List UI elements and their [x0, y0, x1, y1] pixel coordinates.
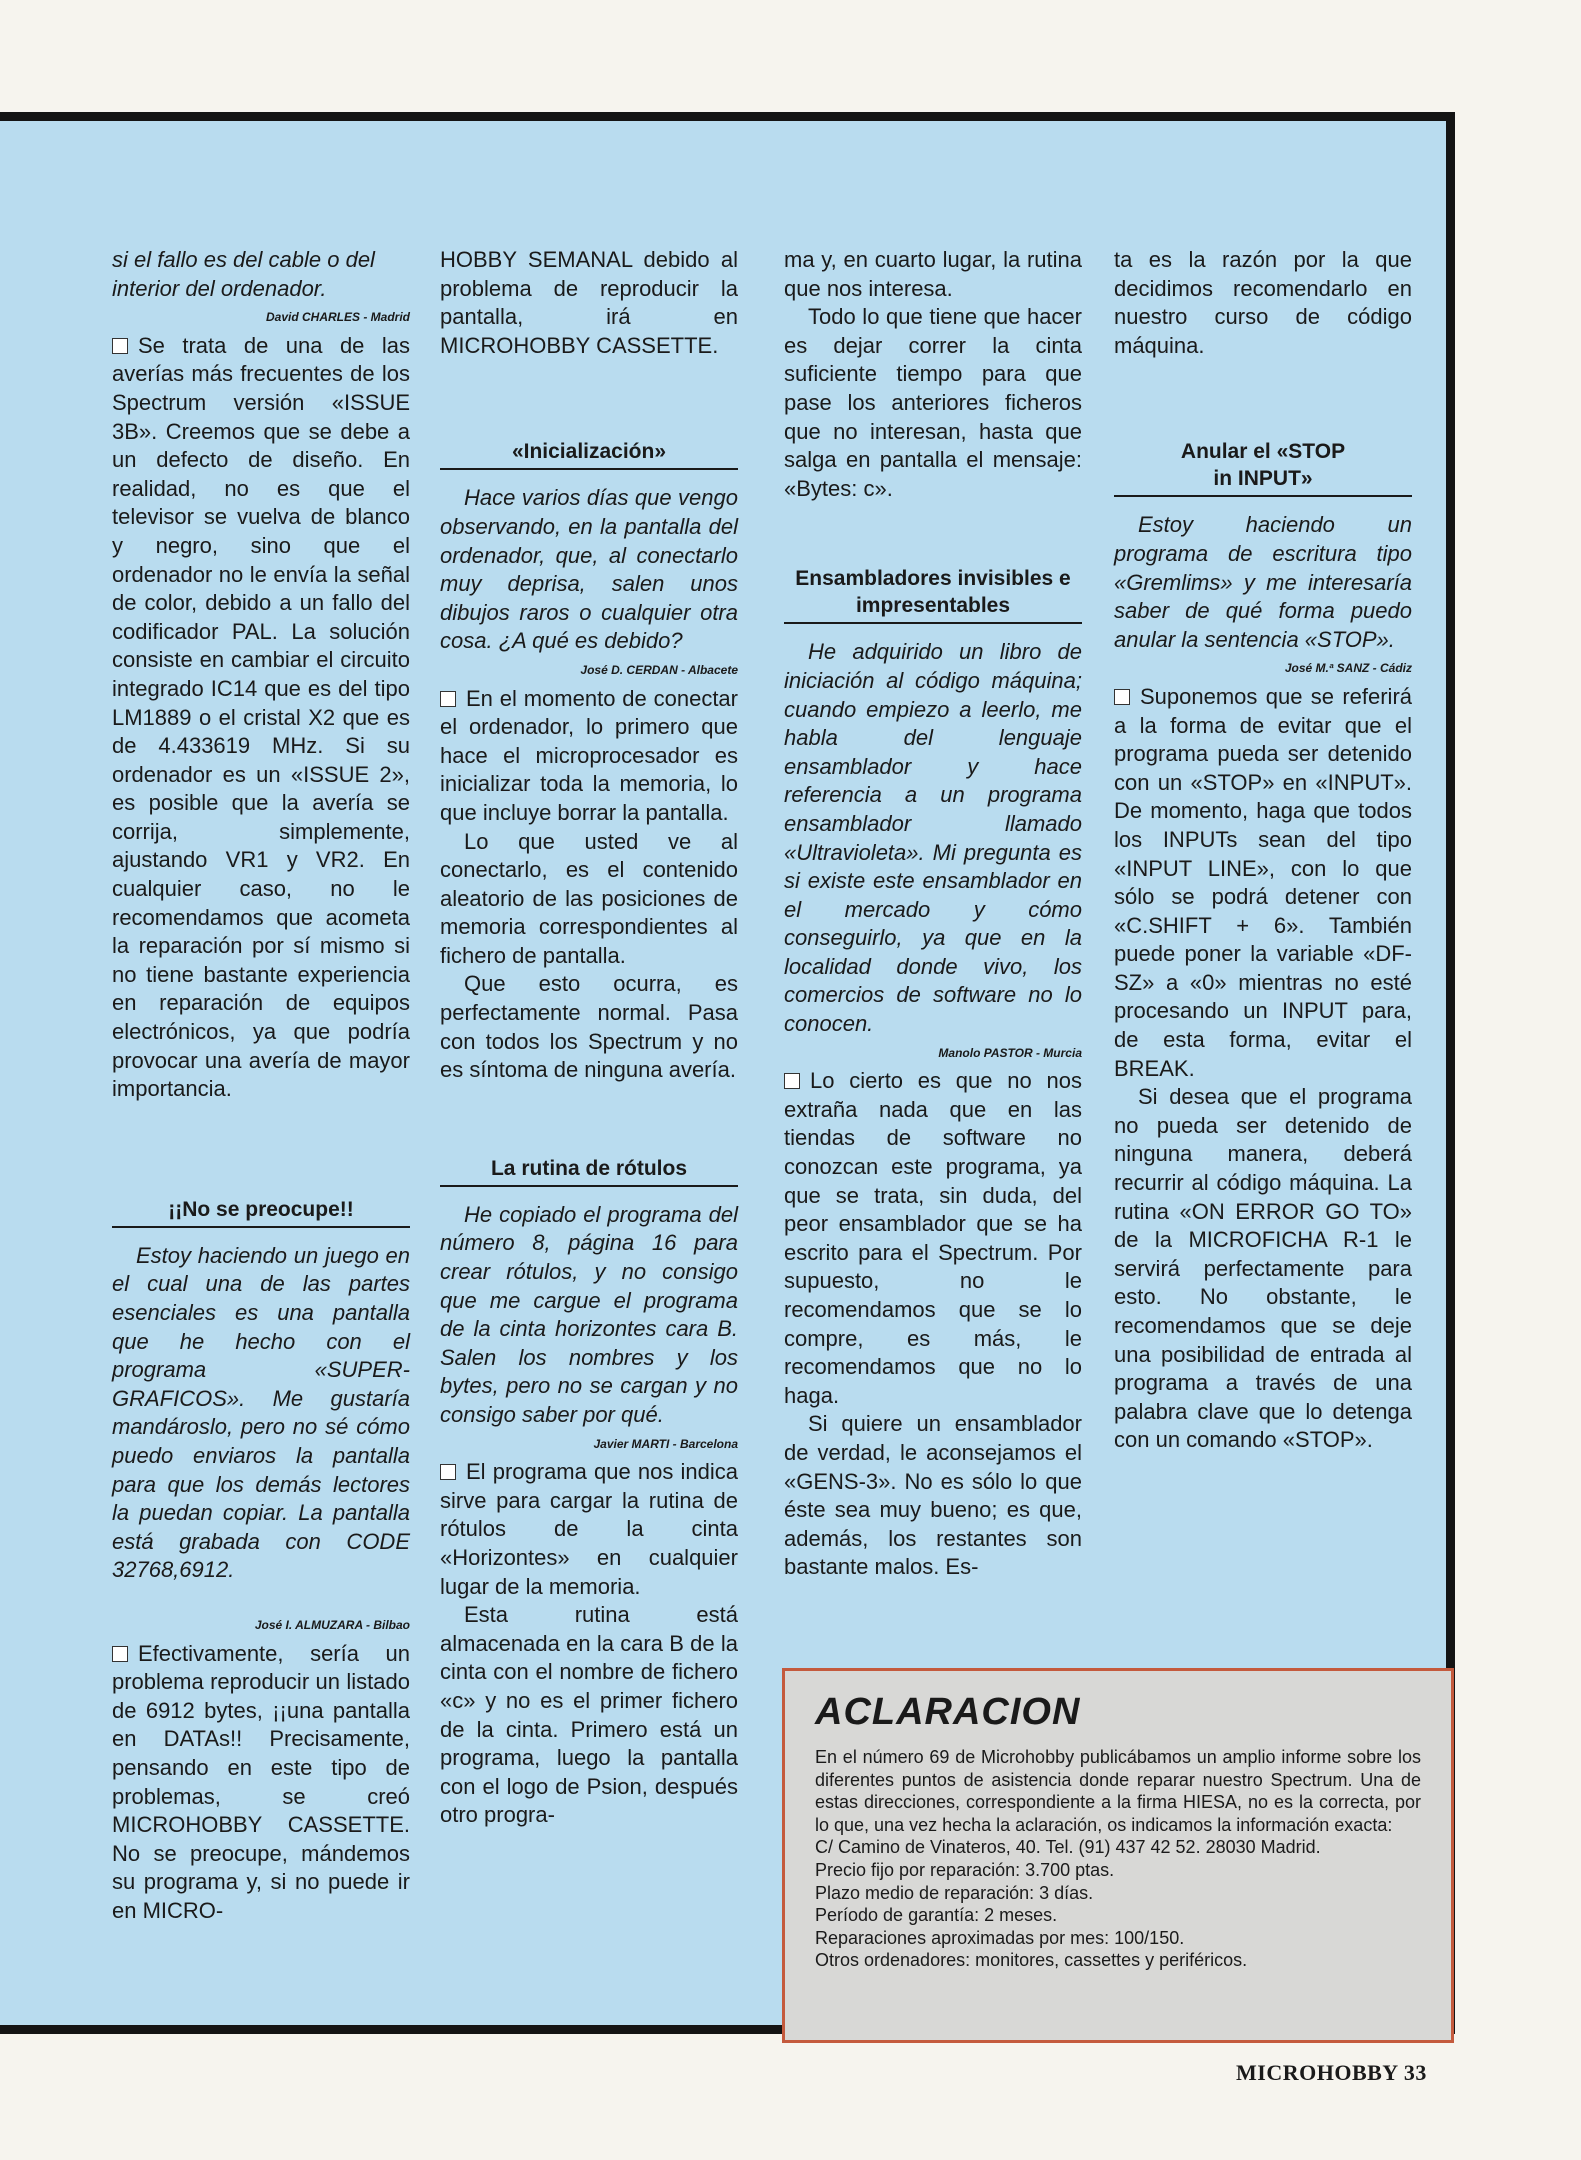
- checkbox-icon: [784, 1073, 800, 1089]
- column-2: [440, 246, 738, 1830]
- column-4: [1114, 246, 1412, 1455]
- question-text: Hace varios días que vengo observando, en la pantalla del ordenador, que, al conectarlo muy deprisa, salen unos dibujos raros o cualquier otra cosa. ¿A qué es debido?: [440, 485, 738, 654]
- answer-text: En el momento de conectar el ordenador, lo primero que hace el microprocesador es inicializar toda la memoria, lo que incluye borrar la pantalla.: [440, 685, 738, 825]
- signature: José D. CERDAN - Albacete: [580, 662, 738, 677]
- answer-text: Efectivamente, sería un problema reproducir un listado de 6912 bytes, ¡¡una pantalla en DATAs!! Precisamente, pensando en este tipo de problemas, se creó MICROHOBBY CASSETTE. No se preocupe, mándemos su programa y, si no puede ir en MICRO-: [112, 1640, 410, 1923]
- question-text: si el fallo es del cable o del interior del ordenador.: [112, 247, 375, 301]
- checkbox-icon: [1114, 689, 1130, 705]
- answer-text: Lo cierto es que no nos extraña nada que en las tiendas de software no conozcan este programa, ya que se trata, sin duda, del peor ensamblador que se ha escrito para el Spectrum. Por supuesto, no le recomendamos que se lo compre, es más, le recomendamos que no lo haga.: [784, 1068, 1082, 1408]
- answer-text: Suponemos que se referirá a la forma de evitar que el programa pueda ser detenido con un «STOP» en «INPUT». De momento, haga que todos los INPUTs sean del tipo «INPUT LINE», con lo que sólo se podrá detener con «C.SHIFT + 6». También puede poner la variable «DF-SZ» a «0» mientras no esté procesando un INPUT para, de esta forma, evitar el BREAK.: [1114, 683, 1412, 1081]
- magazine-name: MICROHOBBY: [1236, 2060, 1398, 2085]
- section-heading: ¡¡No se preocupe!!: [112, 1196, 410, 1228]
- signature: Javier MARTI - Barcelona: [593, 1436, 738, 1451]
- checkbox-icon: [112, 338, 128, 354]
- column-1: [112, 246, 410, 1925]
- aclaracion-price: Precio fijo por reparación: 3.700 ptas.: [815, 1859, 1115, 1880]
- aclaracion-repairs-per-month: Reparaciones aproximadas por mes: 100/150.: [815, 1927, 1185, 1948]
- checkbox-icon: [440, 691, 456, 707]
- aclaracion-title: ACLARACION: [815, 1691, 1081, 1733]
- page-number: 33: [1403, 2060, 1427, 2085]
- page-footer: [1236, 2060, 1427, 2086]
- answer-text: Se trata de una de las averías más frecuentes de los Spectrum versión «ISSUE 3B». Creemos que se debe a un defecto de diseño. En realidad, no es que el televisor se vuelva de blanco y negro, sino que el ordenador no le envía la señal de color, debido a un fallo del codificador PAL. La solución consiste en cambiar el circuito integrado IC14 que es del tipo LM1889 o el cristal X2 que es de 4.433619 MHz. Si su ordenador es un «ISSUE 2», es posible que la avería se corrija, simplemente, ajustando VR1 y VR2. En cualquier caso, no le recomendamos que acometa la reparación por sí mismo si no tiene bastante experiencia en reparación de equipos electrónicos, ya que podría provocar una avería de mayor importancia.: [112, 332, 410, 1102]
- checkbox-icon: [440, 1464, 456, 1480]
- answer-text: Que esto ocurra, es perfectamente normal. Pasa con todos los Spectrum y no es síntoma de ninguna avería.: [440, 971, 738, 1083]
- section-heading: La rutina de rótulos: [440, 1155, 738, 1187]
- signature: José I. ALMUZARA - Bilbao: [254, 1617, 410, 1632]
- answer-text: ma y, en cuarto lugar, la rutina que nos interesa.: [784, 247, 1082, 301]
- question-text: Estoy haciendo un programa de escritura tipo «Gremlims» y me interesaría saber de qué forma puedo anular la sentencia «STOP».: [1114, 512, 1412, 652]
- answer-text: HOBBY SEMANAL debido al problema de reproducir la pantalla, irá en MICROHOBBY CASSETTE.: [440, 247, 738, 358]
- answer-text: Lo que usted ve al conectarlo, es el contenido aleatorio de las posiciones de memoria correspondientes al fichero de pantalla.: [440, 828, 738, 968]
- section-heading: «Inicialización»: [440, 438, 738, 470]
- aclaracion-address: C/ Camino de Vinateros, 40. Tel. (91) 437 42 52. 28030 Madrid.: [815, 1837, 1321, 1858]
- answer-text: Todo lo que tiene que hacer es dejar correr la cinta suficiente tiempo para que pase los anteriores ficheros que no interesan, hasta que salga en pantalla el mensaje: «Bytes: c».: [784, 304, 1082, 501]
- aclaracion-repair-time: Plazo medio de reparación: 3 días.: [815, 1882, 1094, 1903]
- question-text: He adquirido un libro de iniciación al código máquina; cuando empiezo a leerlo, me habla del lenguaje ensamblador y hace referencia a un programa ensamblador llamado «Ultravioleta». Mi pregunta es si existe este ensamblador en el mercado y cómo conseguirlo, ya que en la localidad donde vivo, los comercios de software no lo conocen.: [784, 639, 1082, 1037]
- aclaracion-warranty: Período de garantía: 2 meses.: [815, 1905, 1058, 1926]
- answer-text: ta es la razón por la que decidimos recomendarlo en nuestro curso de código máquina.: [1114, 247, 1412, 358]
- answer-text: Si quiere un ensamblador de verdad, le aconsejamos el «GENS-3». No es sólo lo que éste sea muy bueno; es que, además, los restantes son bastante malos. Es-: [784, 1411, 1082, 1580]
- answer-text: Esta rutina está almacenada en la cara B de la cinta con el nombre de fichero «c» y no es el primer fichero de la cinta. Primero está un programa, luego la pantalla con el logo de Psion, después otro progra-: [440, 1602, 738, 1828]
- section-heading: Ensambladores invisibles e impresentables: [784, 565, 1082, 624]
- aclaracion-other-computers: Otros ordenadores: monitores, cassettes y periféricos.: [815, 1950, 1248, 1971]
- question-text: He copiado el programa del número 8, página 16 para crear rótulos, y no consigo que me cargue el programa de la cinta horizontes cara B. Salen los nombres y los bytes, pero no se cargan y no consigo saber por qué.: [440, 1201, 738, 1427]
- question-text: Estoy haciendo un juego en el cual una de las partes esenciales es una pantalla que he hecho con el programa «SUPER-GRAFICOS». Me gustaría mandároslo, pero no sé cómo puedo enviaros la pantalla para que los demás lectores la puedan copiar. La pantalla está grabada con CODE 32768,6912.: [112, 1242, 410, 1583]
- answer-text: El programa que nos indica sirve para cargar la rutina de rótulos de la cinta «Horizontes» en cualquier lugar de la memoria.: [440, 1459, 738, 1599]
- heading-line-2: in INPUT»: [1213, 467, 1313, 491]
- aclaracion-box: [782, 1668, 1454, 2043]
- aclaracion-intro: En el número 69 de Microhobby publicábamos un amplio informe sobre los diferentes puntos de asistencia donde reparar nuestro Spectrum. Una de estas direcciones, correspondiente a la firma HIESA, no es la correcta, por lo que, una vez hecha la aclaración, os indicamos la información exacta:: [815, 1747, 1421, 1835]
- checkbox-icon: [112, 1646, 128, 1662]
- section-heading: [1114, 438, 1412, 497]
- signature: Manolo PASTOR - Murcia: [938, 1045, 1082, 1060]
- column-3: [784, 246, 1082, 1582]
- signature: David CHARLES - Madrid: [265, 310, 410, 325]
- signature: José M.ª SANZ - Cádiz: [1284, 661, 1412, 676]
- heading-line-1: Anular el «STOP: [1180, 440, 1346, 464]
- answer-text: Si desea que el programa no pueda ser detenido de ninguna manera, deberá recurrir al código máquina. La rutina «ON ERROR GO TO» de la MICROFICHA R-1 le servirá perfectamente para esto. No obstante, le recomendamos que se deje una posibilidad de entrada al programa a través de una palabra clave que lo detenga con un comando «STOP».: [1114, 1084, 1412, 1453]
